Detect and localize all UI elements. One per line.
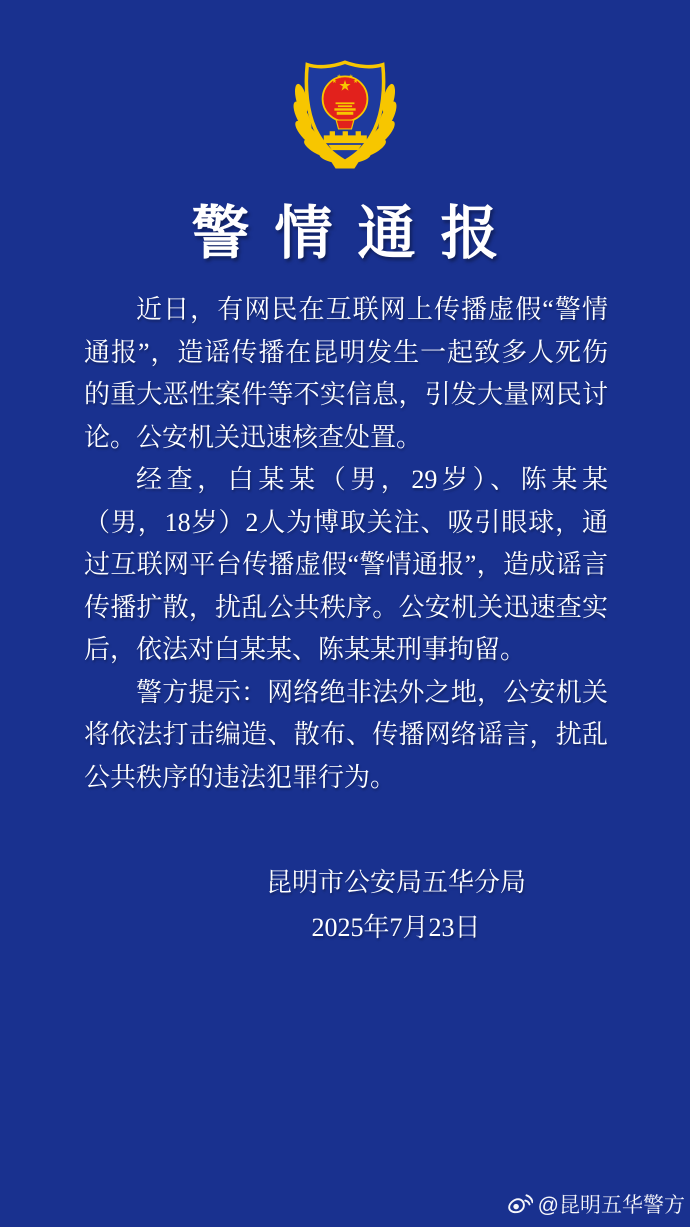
notice-title: 警情通报 <box>191 201 524 266</box>
watermark <box>507 1189 685 1219</box>
issue-date: 2025年7月23日 <box>311 913 481 942</box>
notice-body <box>84 289 608 799</box>
police-badge-icon <box>279 54 411 172</box>
notice-paragraph-2: 经查，白某某（男，29岁）、陈某某（男，18岁）2人为博取关注、吸引眼球，通过互联网平台传播虚假“警情通报”，造成谣言传播扩散，扰乱公共秩序。公安机关迅速查实后，依法对白某某、陈某某刑事拘留。 <box>84 465 608 664</box>
notice-paragraph-1: 近日，有网民在互联网上传播虚假“警情通报”，造谣传播在昆明发生一起致多人死伤的重大恶性案件等不实信息，引发大量网民讨论。公安机关迅速核查处置。 <box>84 295 608 452</box>
watermark-text: @昆明五华警方 <box>537 1194 685 1217</box>
issuer-name: 昆明市公安局五华分局 <box>265 868 526 897</box>
notice-paragraph-3: 警方提示：网络绝非法外之地，公安机关将依法打击编造、散布、传播网络谣言，扰乱公共秩序的违法犯罪行为。 <box>84 677 608 792</box>
weibo-icon <box>507 1192 533 1216</box>
signature-block <box>102 860 690 950</box>
